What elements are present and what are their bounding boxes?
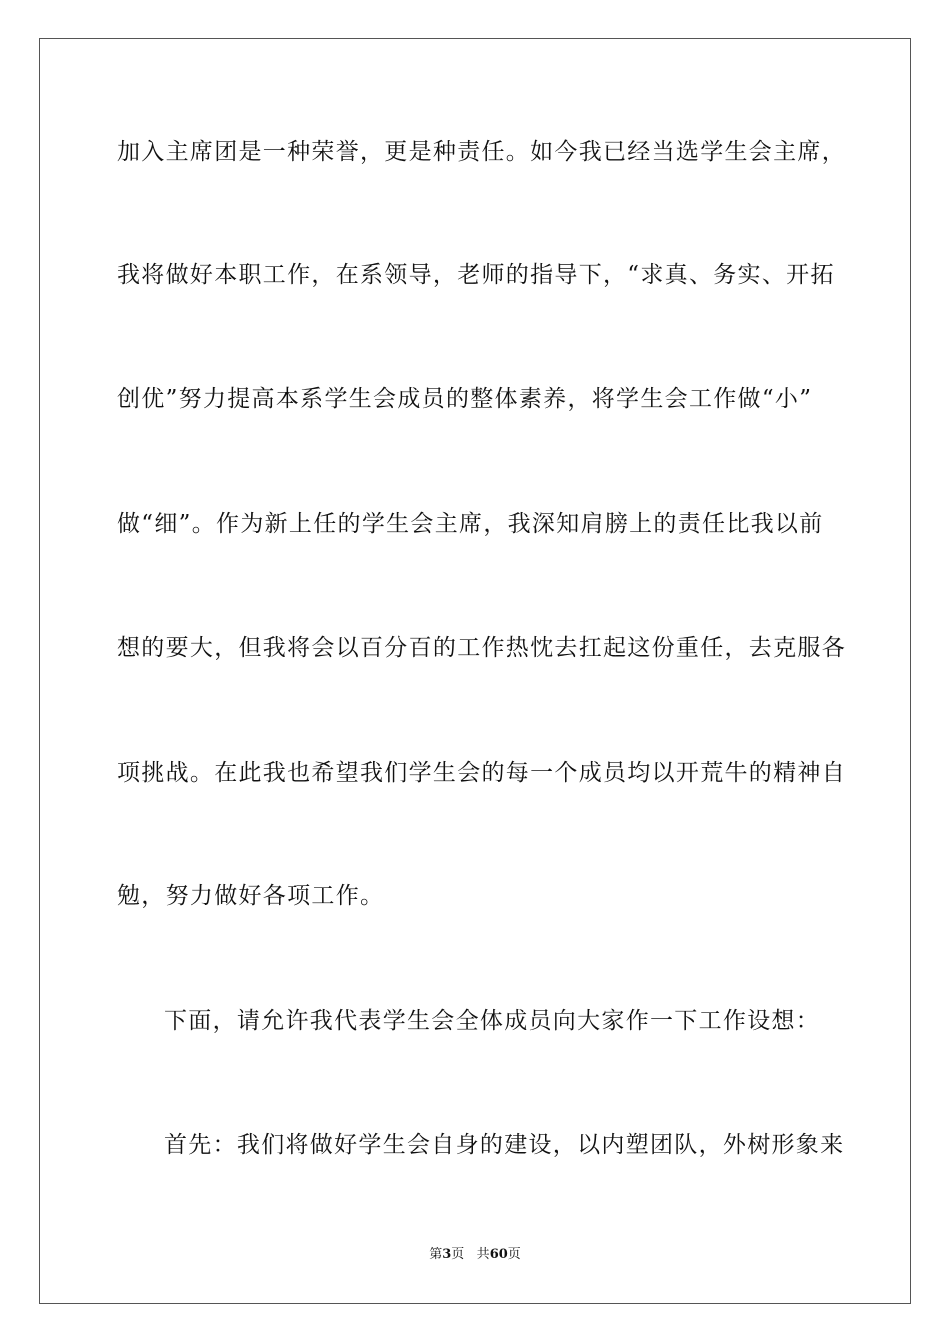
body-line-1: 加入主席团是一种荣誉，更是种责任。如今我已经当选学生会主席， <box>117 139 846 165</box>
body-line-7: 勉，努力做好各项工作。 <box>117 883 385 909</box>
page-number: 3 <box>442 1247 452 1262</box>
body-line-6: 项挑战。在此我也希望我们学生会的每一个成员均以开荒牛的精神自 <box>117 760 846 786</box>
page-border <box>39 38 911 1304</box>
total-suffix: 页 <box>507 1247 521 1262</box>
body-line-5: 想的要大，但我将会以百分百的工作热忱去扛起这份重任，去克服各 <box>117 635 846 661</box>
page-footer <box>0 1246 950 1264</box>
body-line-4: 做“细”。作为新上任的学生会主席，我深知肩膀上的责任比我以前 <box>117 511 824 537</box>
total-prefix: 共 <box>476 1247 490 1262</box>
paragraph-line-2: 首先：我们将做好学生会自身的建设，以内塑团队，外树形象来 <box>164 1132 845 1158</box>
body-line-3: 创优”努力提高本系学生会成员的整体素养，将学生会工作做“小” <box>117 386 813 412</box>
total-pages: 60 <box>489 1247 508 1262</box>
page-suffix: 页 <box>451 1247 465 1262</box>
paragraph-line-1: 下面，请允许我代表学生会全体成员向大家作一下工作设想： <box>164 1008 821 1034</box>
body-line-2: 我将做好本职工作，在系领导，老师的指导下，“求真、务实、开拓 <box>117 262 835 288</box>
page-prefix: 第 <box>429 1247 443 1262</box>
footer-gap <box>464 1247 476 1262</box>
